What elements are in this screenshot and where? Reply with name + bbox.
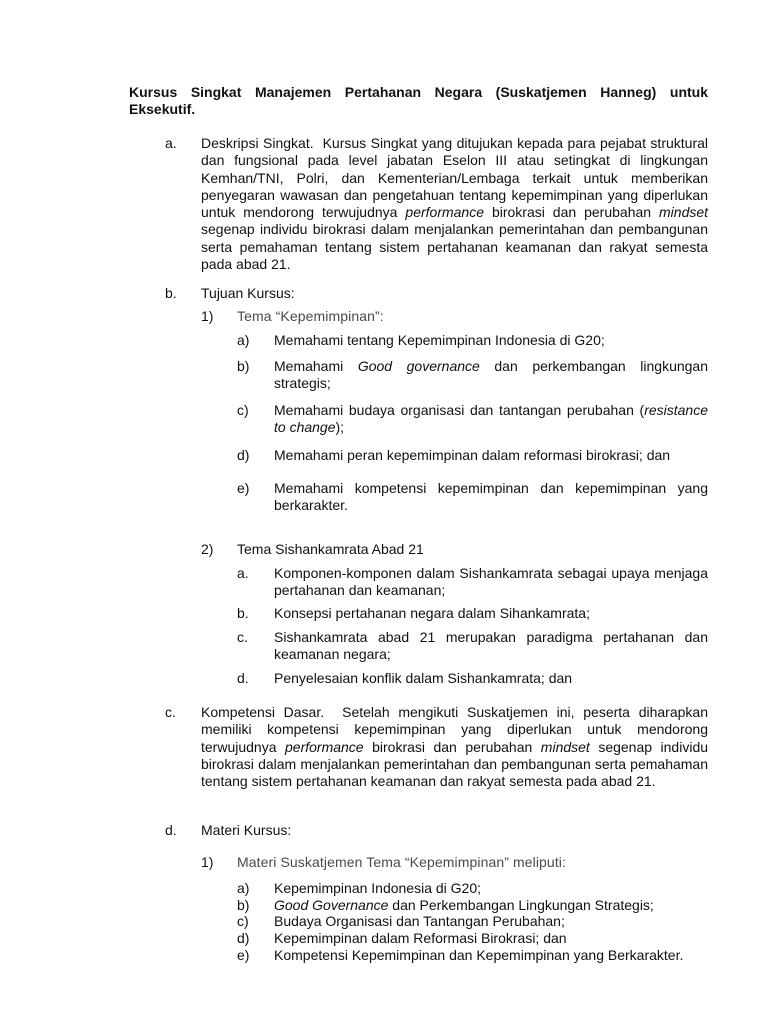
section-d-theme1-label: 1) — [201, 854, 214, 870]
list-item: Memahami budaya organisasi dan tantangan perubahan (resistance to change); — [274, 402, 708, 436]
list-item-label: c) — [237, 402, 249, 418]
section-a-paragraph: Deskripsi Singkat. Kursus Singkat yang ditujukan kepada para pejabat struktural dan fungsional pada level jabatan Eselon III atau setingkat di lingkungan Kemhan/TNI, Polri, dan Kementerian/Lembaga terkait untuk memberikan penyegaran wawasan dan pengetahuan tentang kepemimpinan yang diperlukan untuk mendorong terwujudnya performance birokrasi dan perubahan mindset segenap individu birokrasi dalam menjalankan pemerintahan dan pembangunan serta pemahaman tentang sistem pertahanan keamanan dan rakyat semesta pada abad 21. — [201, 135, 709, 273]
list-item-label: d. — [237, 670, 249, 686]
list-item: Memahami peran kepemimpinan dalam reformasi birokrasi; dan — [274, 447, 671, 463]
section-d-theme1-title: Materi Suskatjemen Tema “Kepemimpinan” meliputi: — [237, 854, 567, 870]
section-b-theme2-title: Tema Sishankamrata Abad 21 — [237, 541, 424, 557]
list-item-label: b) — [237, 897, 250, 913]
list-item-label: c) — [237, 913, 249, 929]
list-item-label: b. — [237, 605, 249, 621]
list-item: Penyelesaian konflik dalam Sishankamrata; dan — [274, 670, 573, 686]
list-item: Memahami kompetensi kepemimpinan dan kepemimpinan yang berkarakter. — [274, 480, 708, 514]
list-item-label: d) — [237, 447, 250, 463]
section-b-heading: Tujuan Kursus: — [201, 285, 295, 301]
list-item-label: e) — [237, 947, 250, 963]
section-c-label: c. — [165, 704, 176, 720]
list-item-label: d) — [237, 930, 250, 946]
section-b-label: b. — [165, 285, 177, 301]
list-item: Sishankamrata abad 21 merupakan paradigma pertahanan dan keamanan negara; — [274, 629, 708, 663]
section-a-label: a. — [165, 135, 177, 151]
list-item: Komponen-komponen dalam Sishankamrata sebagai upaya menjaga pertahanan dan keamanan; — [274, 565, 708, 599]
list-item: Good Governance dan Perkembangan Lingkungan Strategis; — [274, 897, 654, 913]
list-item-label: a) — [237, 880, 250, 896]
list-item: Kompetensi Kepemimpinan dan Kepemimpinan yang Berkarakter. — [274, 947, 684, 963]
list-item-label: a. — [237, 565, 249, 581]
section-d-heading: Materi Kursus: — [201, 822, 292, 838]
list-item: Memahami tentang Kepemimpinan Indonesia di G20; — [274, 332, 605, 348]
list-item-label: c. — [237, 629, 248, 645]
list-item-label: a) — [237, 332, 250, 348]
list-item-label: e) — [237, 480, 250, 496]
document-title: Kursus Singkat Manajemen Pertahanan Negara (Suskatjemen Hanneg) untuk Eksekutif. — [129, 84, 708, 118]
list-item: Kepemimpinan Indonesia di G20; — [274, 880, 482, 896]
list-item: Konsepsi pertahanan negara dalam Sihankamrata; — [274, 605, 590, 621]
list-item: Memahami Good governance dan perkembangan lingkungan strategis; — [274, 358, 709, 392]
section-b-theme1-title: Tema “Kepemimpinan”: — [237, 308, 384, 324]
list-item: Kepemimpinan dalam Reformasi Birokrasi; dan — [274, 930, 567, 946]
section-c-heading: Kompetensi Dasar. — [201, 704, 325, 720]
list-item-label: b) — [237, 358, 250, 374]
section-d-label: d. — [165, 822, 177, 838]
section-a-heading: Deskripsi Singkat. — [201, 135, 314, 151]
section-b-theme2-label: 2) — [201, 541, 214, 557]
section-c-paragraph: Kompetensi Dasar. Setelah mengikuti Suskatjemen ini, peserta diharapkan memiliki kompetensi kepemimpinan yang diperlukan untuk mendorong terwujudnya performance birokrasi dan perubahan mindset segenap individu birokrasi dalam menjalankan pemerintahan dan pembangunan serta pemahaman tentang sistem pertahanan keamanan dan rakyat semesta pada abad 21. — [201, 704, 709, 790]
section-b-theme1-label: 1) — [201, 308, 214, 324]
list-item: Budaya Organisasi dan Tantangan Perubahan; — [274, 913, 565, 929]
